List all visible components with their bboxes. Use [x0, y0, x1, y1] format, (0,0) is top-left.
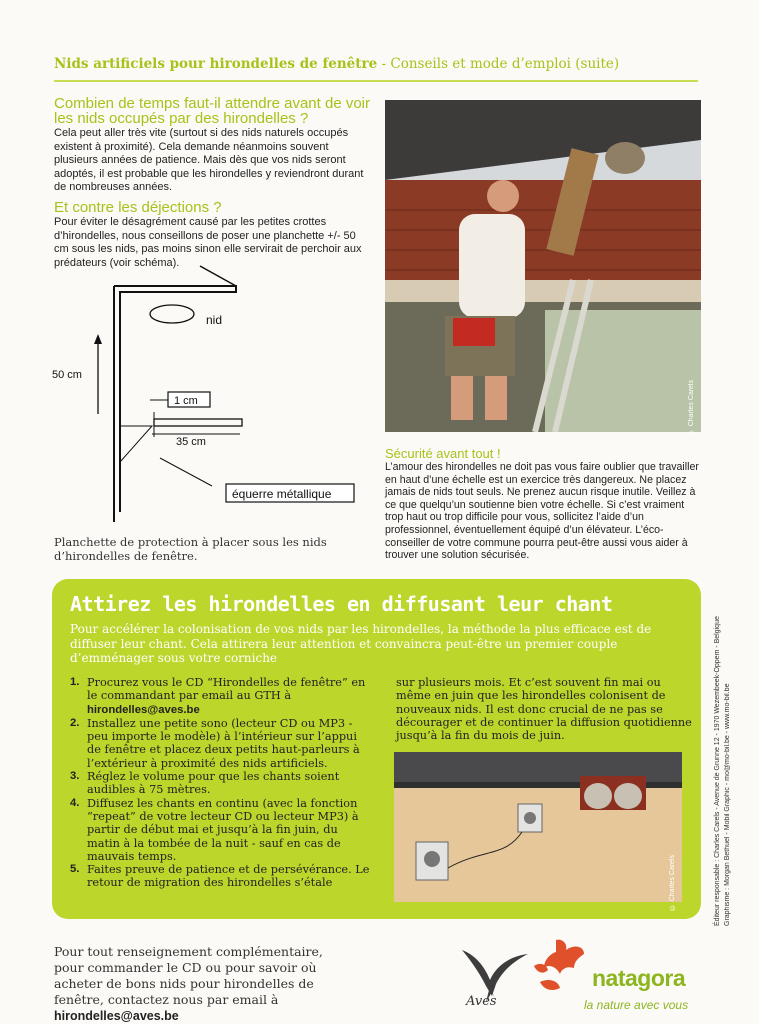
speakers-photo: [394, 752, 682, 902]
step-number: 5.: [70, 863, 80, 876]
safety-text: L’amour des hirondelles ne doit pas vous faire oublier que travailler en haut d’une échelle est un exercice très dangereux. Ne placez jamais de nids tout seuls. Ne prenez aucun risque inutile. Veillez à ce que quelqu’un soutienne bien votre échelle. Si c’est vraiment trop haut ou trop difficile pour vous, sollicitez l’aide d’un professionnel, éventuellement équipé d’un élévateur. L’éco-conseiller de votre commune pourra peut-être aussi vous aider à trouver une solution sécurisée.: [385, 461, 699, 562]
step-text: Diffusez les chants en continu (avec la fonction “repeat” de votre lecteur CD ou lecteur MP3) à partir de début mai et jusqu’à la fin juin, du matin à la tombée de la nuit - sauf en cas de mauvais temps.: [87, 796, 359, 863]
aves-wordmark: Aves: [466, 994, 497, 1009]
protection-plank: [154, 419, 242, 426]
gap-label: 1 cm: [174, 395, 198, 407]
width-label: 35 cm: [176, 436, 206, 448]
song-box-title: Attirez les hirondelles en diffusant leur chant: [70, 592, 613, 616]
header-subtitle: Conseils et mode d’emploi (suite): [390, 56, 620, 72]
step-number: 1.: [70, 676, 80, 688]
header-title: Nids artificiels pour hirondelles de fenêtre: [54, 56, 378, 72]
step-email[interactable]: hirondelles@aves.be: [87, 703, 200, 716]
natagora-hands-icon: [530, 936, 590, 998]
swallow-icon: [462, 950, 528, 996]
ladder-photo: [385, 100, 701, 432]
eave-line: [200, 266, 236, 286]
height-arrow-head: [94, 334, 102, 344]
answer-wait-time: Cela peut aller très vite (surtout si des nids naturels occupés existent à proximité). Cela demande néanmoins souvent plusieurs années de patience. Mais dès que vos nids seront adoptés, il est probable que les hirondelles y reviendront durant de nombreuses années.: [54, 127, 364, 194]
nest-shape: [150, 305, 194, 323]
answer-droppings: Pour éviter le désagrément causé par les petites crottes d’hirondelles, nous conseillons de poser une planchette +/- 50 cm sous les nids, pas moins sinon elle servirait de perchoir aux prédateurs (voir schéma).: [54, 216, 362, 269]
step-text: Installez une petite sono (lecteur CD ou MP3 - peu importe le modèle) à l’intérieur sur l’appui de fenêtre et placez deux petits haut-parleurs à l’extérieur à proximité des nids artificiels.: [87, 716, 360, 770]
nest-label: nid: [206, 313, 223, 327]
page-header: [54, 56, 619, 72]
natagora-wordmark: natagora: [592, 965, 686, 991]
step-2: [70, 717, 370, 770]
step-5: [70, 863, 370, 890]
step-text: Procurez vous le CD “Hirondelles de fenêtre” en le commandant par email au GTH à: [87, 676, 366, 703]
diagram-caption: Planchette de protection à placer sous les nids d’hirondelles de fenêtre.: [54, 535, 327, 563]
step-4: [70, 797, 370, 863]
step-number: 2.: [70, 716, 80, 729]
step-number: 3.: [70, 770, 80, 783]
header-separator: -: [377, 56, 391, 72]
question-wait-time: Combien de temps faut-il attendre avant de voir les nids occupés par des hirondelles ?: [54, 95, 371, 127]
protection-plank-diagram: [40, 262, 370, 538]
steps-list: [70, 676, 370, 890]
question-droppings: Et contre les déjections ?: [54, 199, 222, 216]
photo1-credit: © Charles Carels: [688, 380, 695, 436]
step-text: Faites preuve de patience et de persévérance. Le retour de migration des hirondelles s’étale: [87, 863, 370, 890]
step-text: Réglez le volume pour que les chants soient audibles à 75 mètres.: [87, 770, 340, 797]
step-number: 4.: [70, 796, 80, 809]
publisher-credit: Éditeur responsable : Charles Carels - Avenue de Grunne 12 - 1970 Wezembeek-Oppem - Belgique: [714, 616, 721, 926]
header-divider: [54, 80, 698, 82]
natagora-tagline: la nature avec vous: [584, 998, 689, 1012]
safety-title: Sécurité avant tout !: [385, 446, 501, 461]
contact-text: Pour tout renseignement complémentaire, pour commander le CD ou pour savoir où acheter de bons nids pour hirondelles de fenêtre, contactez nous par email à: [54, 944, 323, 1007]
contact-info: [54, 944, 354, 1024]
metal-bracket: [120, 426, 152, 462]
step-3: [70, 770, 370, 797]
song-box-intro: Pour accélérer la colonisation de vos nids par les hirondelles, la méthode la plus efficace est de diffuser leur chant. Cela attirera leur attention et convaincra peut-être un premier couple d’emménager sous votre corniche: [70, 622, 652, 665]
contact-email[interactable]: hirondelles@aves.be: [54, 1009, 179, 1023]
step-1: [70, 676, 370, 717]
bracket-leader: [160, 458, 212, 486]
song-box-continued: sur plusieurs mois. Et c’est souvent fin mai ou même en juin que les hirondelles colonisent de nouveaux nids. Il est donc crucial de ne pas se décourager et de continuer la diffusion quotidienne jusqu’à la fin du mois de juin.: [396, 676, 692, 743]
height-label: 50 cm: [52, 369, 82, 381]
bracket-label: équerre métallique: [232, 487, 332, 501]
photo2-credit: © Charles Carels: [669, 855, 676, 911]
design-credit: Graphisme : Morgan Bethuel - Mobil Graphic - mo@mo-bil.be - www.mo-bil.be: [724, 683, 731, 926]
